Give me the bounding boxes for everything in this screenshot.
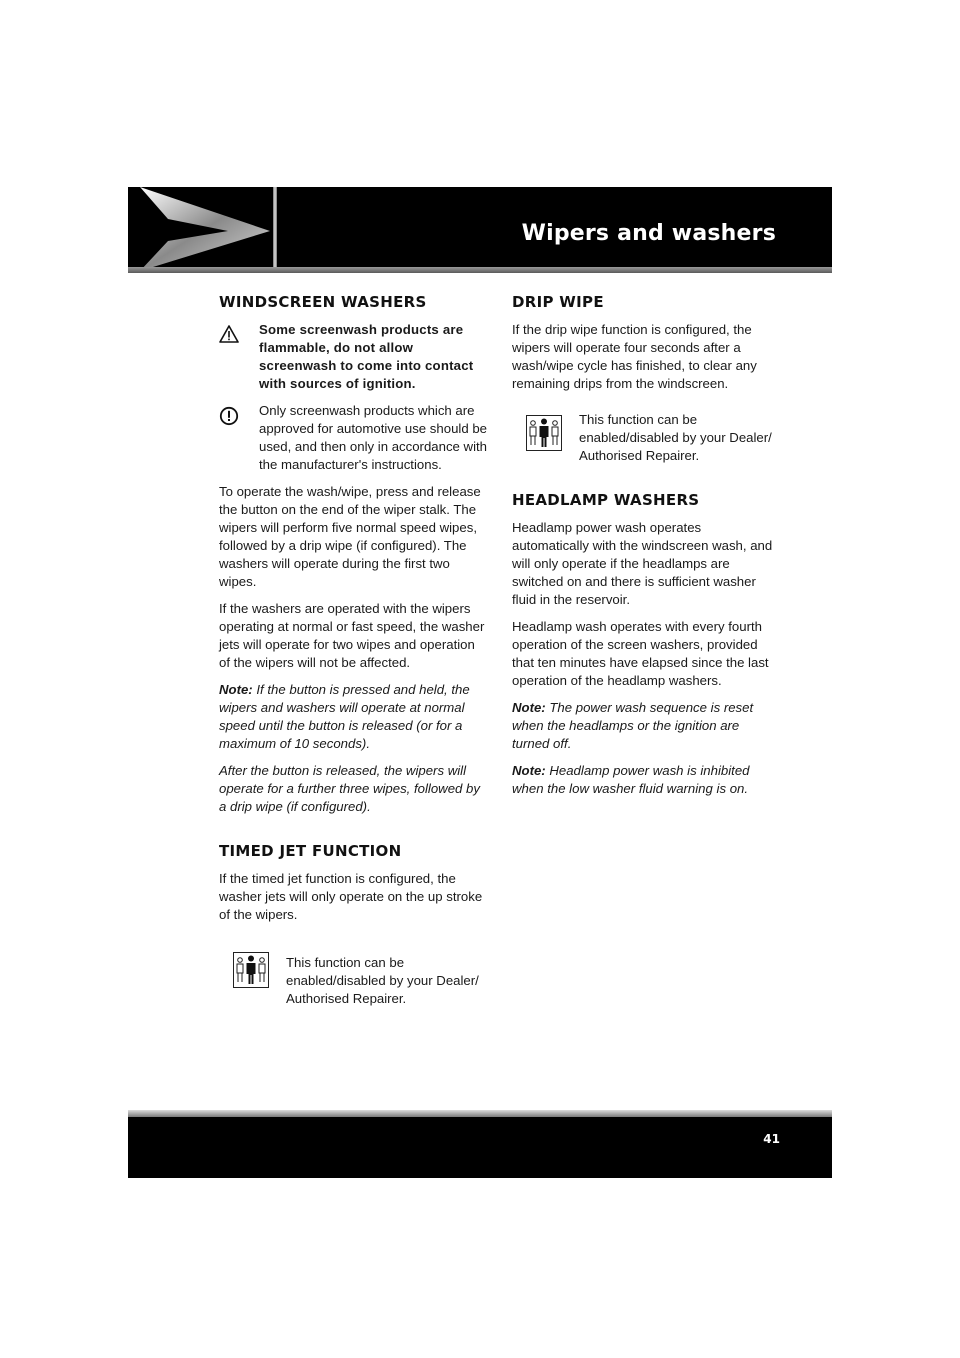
page-title: Wipers and washers	[521, 221, 776, 246]
drip-wipe-dealer-note	[526, 411, 778, 465]
page-number: 41	[763, 1132, 780, 1146]
wash-wipe-paragraph: To operate the wash/wipe, press and release the button on the end of the wiper stalk. The wipers will perform five normal speed wipes, followed by a drip wipe (if configured). The washers will operate during the first two wipes.	[219, 484, 481, 589]
note-label: Note:	[512, 700, 546, 715]
warning-triangle-icon	[219, 325, 239, 343]
washers-speed-paragraph: If the washers are operated with the wipers operating at normal or fast speed, the washer jets will operate for two wipes and operation of the wipers will not be affected.	[219, 601, 485, 670]
headlamp-paragraph-2: Headlamp wash operates with every fourth operation of the screen washers, provided that ten minutes have elapsed since the last operation of the headlamp washers.	[512, 619, 769, 688]
left-column	[219, 293, 489, 1008]
windscreen-washers-heading: WINDSCREEN WASHERS	[219, 293, 427, 311]
exclamation-circle-icon	[219, 406, 239, 426]
timed-jet-dealer-note	[233, 952, 489, 1008]
drip-wipe-heading: DRIP WIPE	[512, 293, 604, 311]
dealer-people-icon	[233, 952, 269, 988]
drip-wipe-paragraph: If the drip wipe function is configured, the wipers will operate four seconds after a wash/wipe cycle has finished, to clear any remaining drips from the windscreen.	[512, 322, 757, 391]
headlamp-note-1	[512, 699, 778, 753]
caution-callout	[219, 402, 489, 474]
dealer-people-icon	[526, 415, 562, 451]
warning-text: Some screenwash products are flammable, do not allow screenwash to come into contact with sources of ignition.	[259, 322, 474, 391]
drip-wipe-dealer-text: This function can be enabled/disabled by your Dealer/ Authorised Repairer.	[579, 412, 772, 463]
right-column	[512, 293, 778, 807]
note-paragraph	[219, 681, 489, 753]
chevron-arrow-icon	[128, 187, 278, 273]
caution-text: Only screenwash products which are approved for automotive use should be used, and then only in accordance with the manufacturer's instructions.	[259, 403, 487, 472]
headlamp-paragraph-1: Headlamp power wash operates automatically with the windscreen wash, and will only operate if the headlamps are switched on and there is sufficient washer fluid in the reservoir.	[512, 520, 773, 607]
header-divider	[273, 187, 277, 267]
note-text: If the button is pressed and held, the wipers and washers will operate at normal speed until the button is released (or for a maximum of 10 seconds).	[219, 682, 470, 751]
header-band	[128, 267, 832, 273]
page-footer	[128, 1110, 832, 1178]
note-label: Note:	[219, 682, 253, 697]
warning-callout	[219, 321, 489, 393]
headlamp-note-2-text: Headlamp power wash is inhibited when the low washer fluid warning is on.	[512, 763, 750, 796]
timed-jet-heading: TIMED JET FUNCTION	[219, 842, 402, 860]
footer-band	[128, 1110, 832, 1117]
timed-jet-dealer-text: This function can be enabled/disabled by your Dealer/ Authorised Repairer.	[286, 955, 479, 1006]
headlamp-note-2	[512, 762, 778, 798]
headlamp-washers-heading: HEADLAMP WASHERS	[512, 491, 700, 509]
headlamp-note-1-text: The power wash sequence is reset when the headlamps or the ignition are turned off.	[512, 700, 754, 751]
note-label: Note:	[512, 763, 546, 778]
page-header	[128, 187, 832, 273]
note-continuation: After the button is released, the wipers will operate for a further three wipes, followed by a drip wipe (if configured).	[219, 763, 480, 814]
timed-jet-paragraph: If the timed jet function is configured, the washer jets will only operate on the up stroke of the wipers.	[219, 871, 483, 922]
